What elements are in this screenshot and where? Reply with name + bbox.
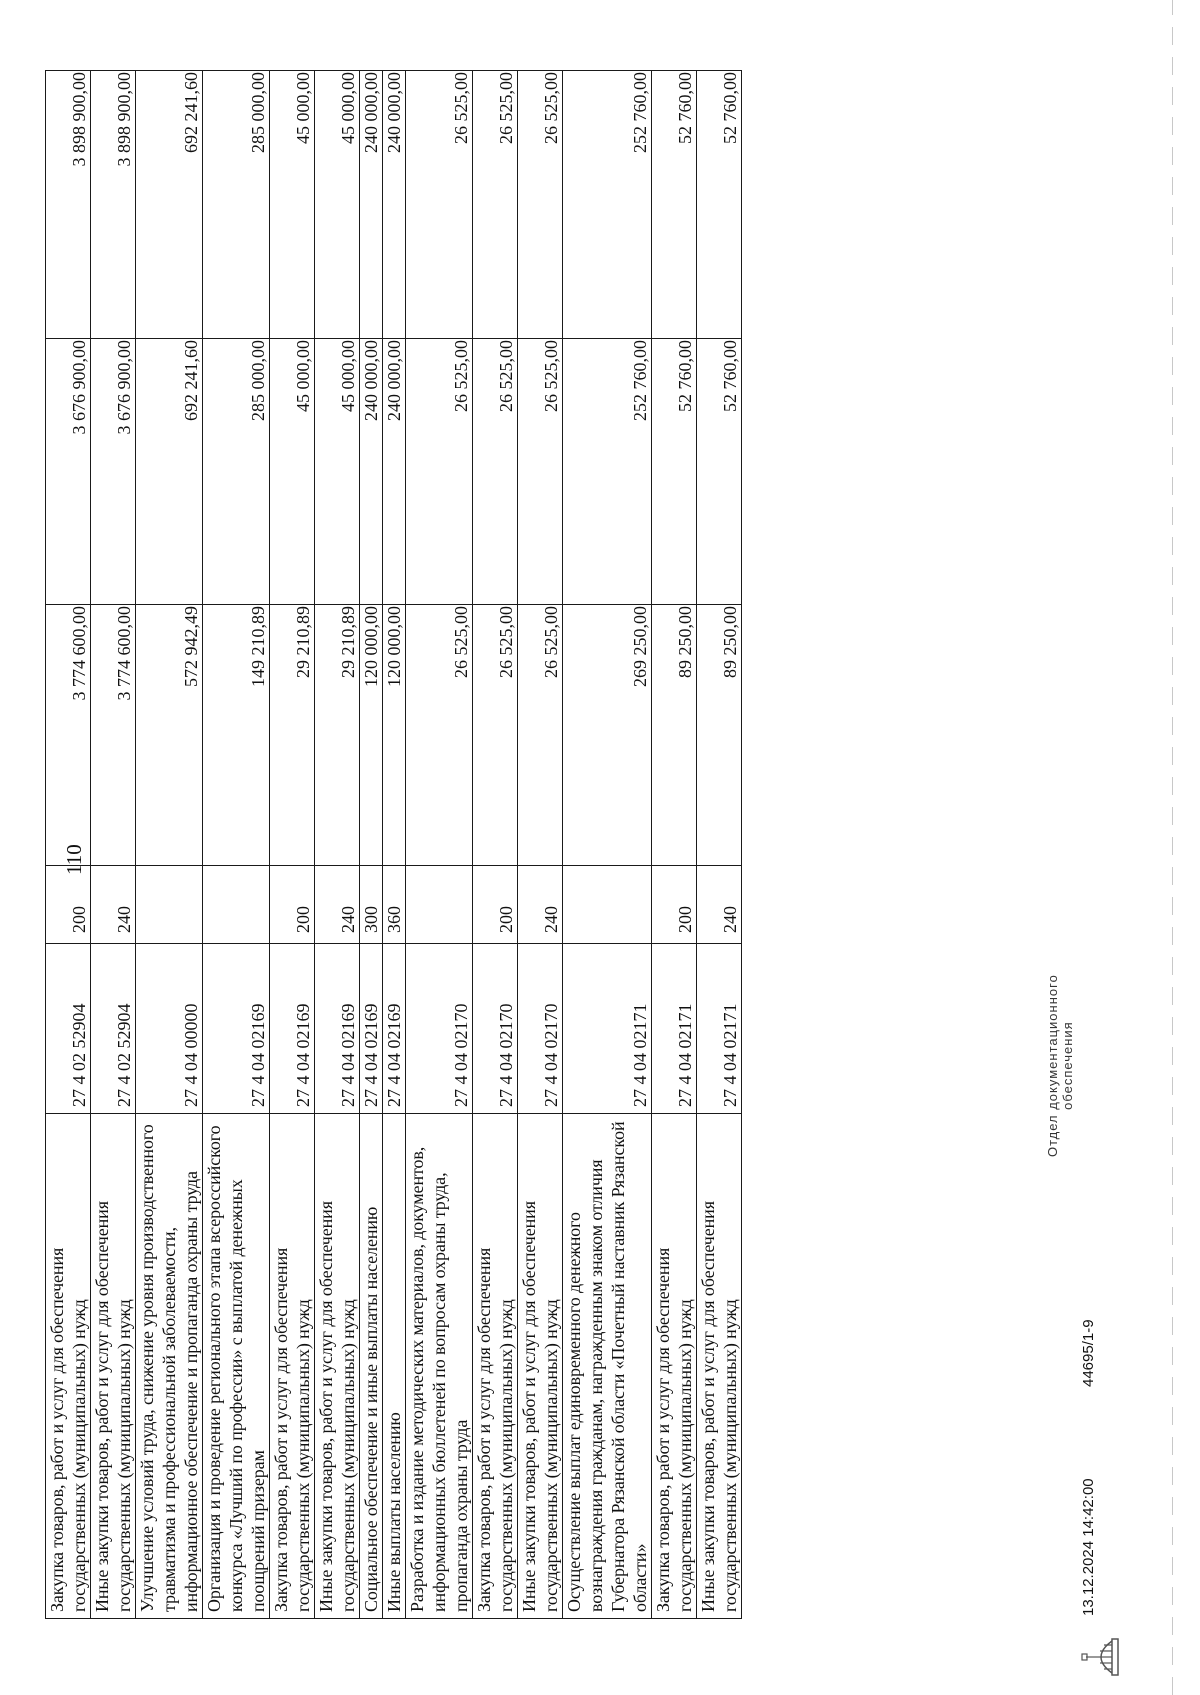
amount-year1-cell: 3 774 600,00 bbox=[46, 605, 91, 866]
table-row bbox=[518, 71, 563, 1619]
target-code-cell: 27 4 04 02169 bbox=[383, 944, 406, 1114]
expense-name-cell: Иные закупки товаров, работ и услуг для обеспечения государственных (муниципальных) нужд bbox=[518, 1114, 563, 1619]
amount-year3-cell: 240 000,00 bbox=[360, 71, 383, 339]
target-code-cell: 27 4 02 52904 bbox=[91, 944, 136, 1114]
expense-name-cell: Иные выплаты населению bbox=[383, 1114, 406, 1619]
amount-year1-cell: 29 210,89 bbox=[270, 605, 315, 866]
amount-year3-cell: 3 898 900,00 bbox=[91, 71, 136, 339]
amount-year3-cell: 3 898 900,00 bbox=[46, 71, 91, 339]
amount-year2-cell: 45 000,00 bbox=[315, 339, 360, 605]
expense-name-cell: Осуществление выплат единовременного денежного вознаграждения гражданам, награжденным знаком отличия Губернатора Рязанской области «Почетный наставник Рязанской области» bbox=[563, 1114, 652, 1619]
department-stamp bbox=[1045, 974, 1075, 1157]
expense-name-cell: Закупка товаров, работ и услуг для обеспечения государственных (муниципальных) нужд bbox=[652, 1114, 697, 1619]
target-code-cell: 27 4 04 02171 bbox=[697, 944, 742, 1114]
target-code-cell: 27 4 04 02169 bbox=[203, 944, 270, 1114]
amount-year1-cell: 149 210,89 bbox=[203, 605, 270, 866]
table-row bbox=[473, 71, 518, 1619]
amount-year1-cell: 120 000,00 bbox=[383, 605, 406, 866]
target-code-cell: 27 4 04 02171 bbox=[652, 944, 697, 1114]
amount-year1-cell: 89 250,00 bbox=[652, 605, 697, 866]
amount-year1-cell: 26 525,00 bbox=[406, 605, 473, 866]
amount-year2-cell: 252 760,00 bbox=[563, 339, 652, 605]
amount-year3-cell: 26 525,00 bbox=[406, 71, 473, 339]
expense-type-cell: 360 bbox=[383, 866, 406, 944]
expense-type-cell: 240 bbox=[518, 866, 563, 944]
table-row bbox=[136, 71, 203, 1619]
amount-year2-cell: 52 760,00 bbox=[697, 339, 742, 605]
expense-type-cell bbox=[136, 866, 203, 944]
expense-type-cell bbox=[203, 866, 270, 944]
amount-year3-cell: 45 000,00 bbox=[315, 71, 360, 339]
target-code-cell: 27 4 04 02171 bbox=[563, 944, 652, 1114]
department-stamp-line2: обеспечения bbox=[1060, 1021, 1075, 1110]
amount-year1-cell: 29 210,89 bbox=[315, 605, 360, 866]
amount-year1-cell: 26 525,00 bbox=[518, 605, 563, 866]
amount-year3-cell: 692 241,60 bbox=[136, 71, 203, 339]
table-row bbox=[270, 71, 315, 1619]
table-row bbox=[360, 71, 383, 1619]
table-row bbox=[406, 71, 473, 1619]
expense-name-cell: Иные закупки товаров, работ и услуг для обеспечения государственных (муниципальных) нужд bbox=[697, 1114, 742, 1619]
amount-year2-cell: 285 000,00 bbox=[203, 339, 270, 605]
amount-year3-cell: 45 000,00 bbox=[270, 71, 315, 339]
target-code-cell: 27 4 02 52904 bbox=[46, 944, 91, 1114]
target-code-cell: 27 4 04 02169 bbox=[360, 944, 383, 1114]
table-row bbox=[563, 71, 652, 1619]
expense-type-cell: 240 bbox=[91, 866, 136, 944]
table-row bbox=[91, 71, 136, 1619]
document-id: 44695/1-9 bbox=[1080, 1319, 1097, 1387]
document-timestamp: 13.12.2024 14:42:00 bbox=[1080, 1478, 1097, 1616]
expense-type-cell: 300 bbox=[360, 866, 383, 944]
expense-name-cell: Организация и проведение регионального этапа всероссийского конкурса «Лучший по профессии» с выплатой денежных поощрений призерам bbox=[203, 1114, 270, 1619]
amount-year1-cell: 572 942,49 bbox=[136, 605, 203, 866]
expense-name-cell: Иные закупки товаров, работ и услуг для обеспечения государственных (муниципальных) нужд bbox=[315, 1114, 360, 1619]
expense-name-cell: Улучшение условий труда, снижение уровня производственного травматизма и профессиональной заболеваемости, информационное обеспечение и пропаганда охраны труда bbox=[136, 1114, 203, 1619]
table-row bbox=[46, 71, 91, 1619]
scan-edge-line bbox=[1172, 0, 1173, 1695]
amount-year3-cell: 52 760,00 bbox=[652, 71, 697, 339]
expense-name-cell: Иные закупки товаров, работ и услуг для обеспечения государственных (муниципальных) нужд bbox=[91, 1114, 136, 1619]
budget-table bbox=[45, 70, 742, 1619]
table-row bbox=[383, 71, 406, 1619]
expense-name-cell: Закупка товаров, работ и услуг для обеспечения государственных (муниципальных) нужд bbox=[473, 1114, 518, 1619]
regional-duma-emblem-icon bbox=[1078, 1635, 1122, 1679]
target-code-cell: 27 4 04 02170 bbox=[473, 944, 518, 1114]
expense-name-cell: Разработка и издание методических материалов, документов, информационных бюллетеней по вопросам охраны труда, пропаганда охраны труда bbox=[406, 1114, 473, 1619]
expense-type-cell: 200 bbox=[473, 866, 518, 944]
expense-type-cell: 200 bbox=[270, 866, 315, 944]
table-row bbox=[315, 71, 360, 1619]
table-row bbox=[652, 71, 697, 1619]
expense-type-cell: 200 bbox=[46, 866, 91, 944]
amount-year3-cell: 285 000,00 bbox=[203, 71, 270, 339]
amount-year2-cell: 240 000,00 bbox=[360, 339, 383, 605]
expense-type-cell: 240 bbox=[315, 866, 360, 944]
expense-type-cell bbox=[406, 866, 473, 944]
expense-name-cell: Закупка товаров, работ и услуг для обеспечения государственных (муниципальных) нужд bbox=[46, 1114, 91, 1619]
amount-year1-cell: 120 000,00 bbox=[360, 605, 383, 866]
target-code-cell: 27 4 04 02170 bbox=[406, 944, 473, 1114]
amount-year3-cell: 252 760,00 bbox=[563, 71, 652, 339]
amount-year2-cell: 3 676 900,00 bbox=[46, 339, 91, 605]
expense-type-cell bbox=[563, 866, 652, 944]
expense-name-cell: Закупка товаров, работ и услуг для обеспечения государственных (муниципальных) нужд bbox=[270, 1114, 315, 1619]
page-number: 110 bbox=[62, 844, 86, 875]
amount-year3-cell: 26 525,00 bbox=[518, 71, 563, 339]
table-row bbox=[203, 71, 270, 1619]
amount-year3-cell: 26 525,00 bbox=[473, 71, 518, 339]
amount-year1-cell: 269 250,00 bbox=[563, 605, 652, 866]
amount-year2-cell: 240 000,00 bbox=[383, 339, 406, 605]
target-code-cell: 27 4 04 02170 bbox=[518, 944, 563, 1114]
expense-name-cell: Социальное обеспечение и иные выплаты населению bbox=[360, 1114, 383, 1619]
amount-year1-cell: 89 250,00 bbox=[697, 605, 742, 866]
amount-year2-cell: 26 525,00 bbox=[473, 339, 518, 605]
target-code-cell: 27 4 04 02169 bbox=[270, 944, 315, 1114]
target-code-cell: 27 4 04 02169 bbox=[315, 944, 360, 1114]
amount-year2-cell: 26 525,00 bbox=[406, 339, 473, 605]
amount-year1-cell: 3 774 600,00 bbox=[91, 605, 136, 866]
department-stamp-line1: Отдел документационного bbox=[1045, 974, 1060, 1157]
amount-year2-cell: 45 000,00 bbox=[270, 339, 315, 605]
amount-year2-cell: 26 525,00 bbox=[518, 339, 563, 605]
amount-year2-cell: 3 676 900,00 bbox=[91, 339, 136, 605]
target-code-cell: 27 4 04 00000 bbox=[136, 944, 203, 1114]
expense-type-cell: 240 bbox=[697, 866, 742, 944]
expense-type-cell: 200 bbox=[652, 866, 697, 944]
amount-year2-cell: 692 241,60 bbox=[136, 339, 203, 605]
amount-year3-cell: 240 000,00 bbox=[383, 71, 406, 339]
amount-year1-cell: 26 525,00 bbox=[473, 605, 518, 866]
amount-year3-cell: 52 760,00 bbox=[697, 71, 742, 339]
amount-year2-cell: 52 760,00 bbox=[652, 339, 697, 605]
table-row bbox=[697, 71, 742, 1619]
